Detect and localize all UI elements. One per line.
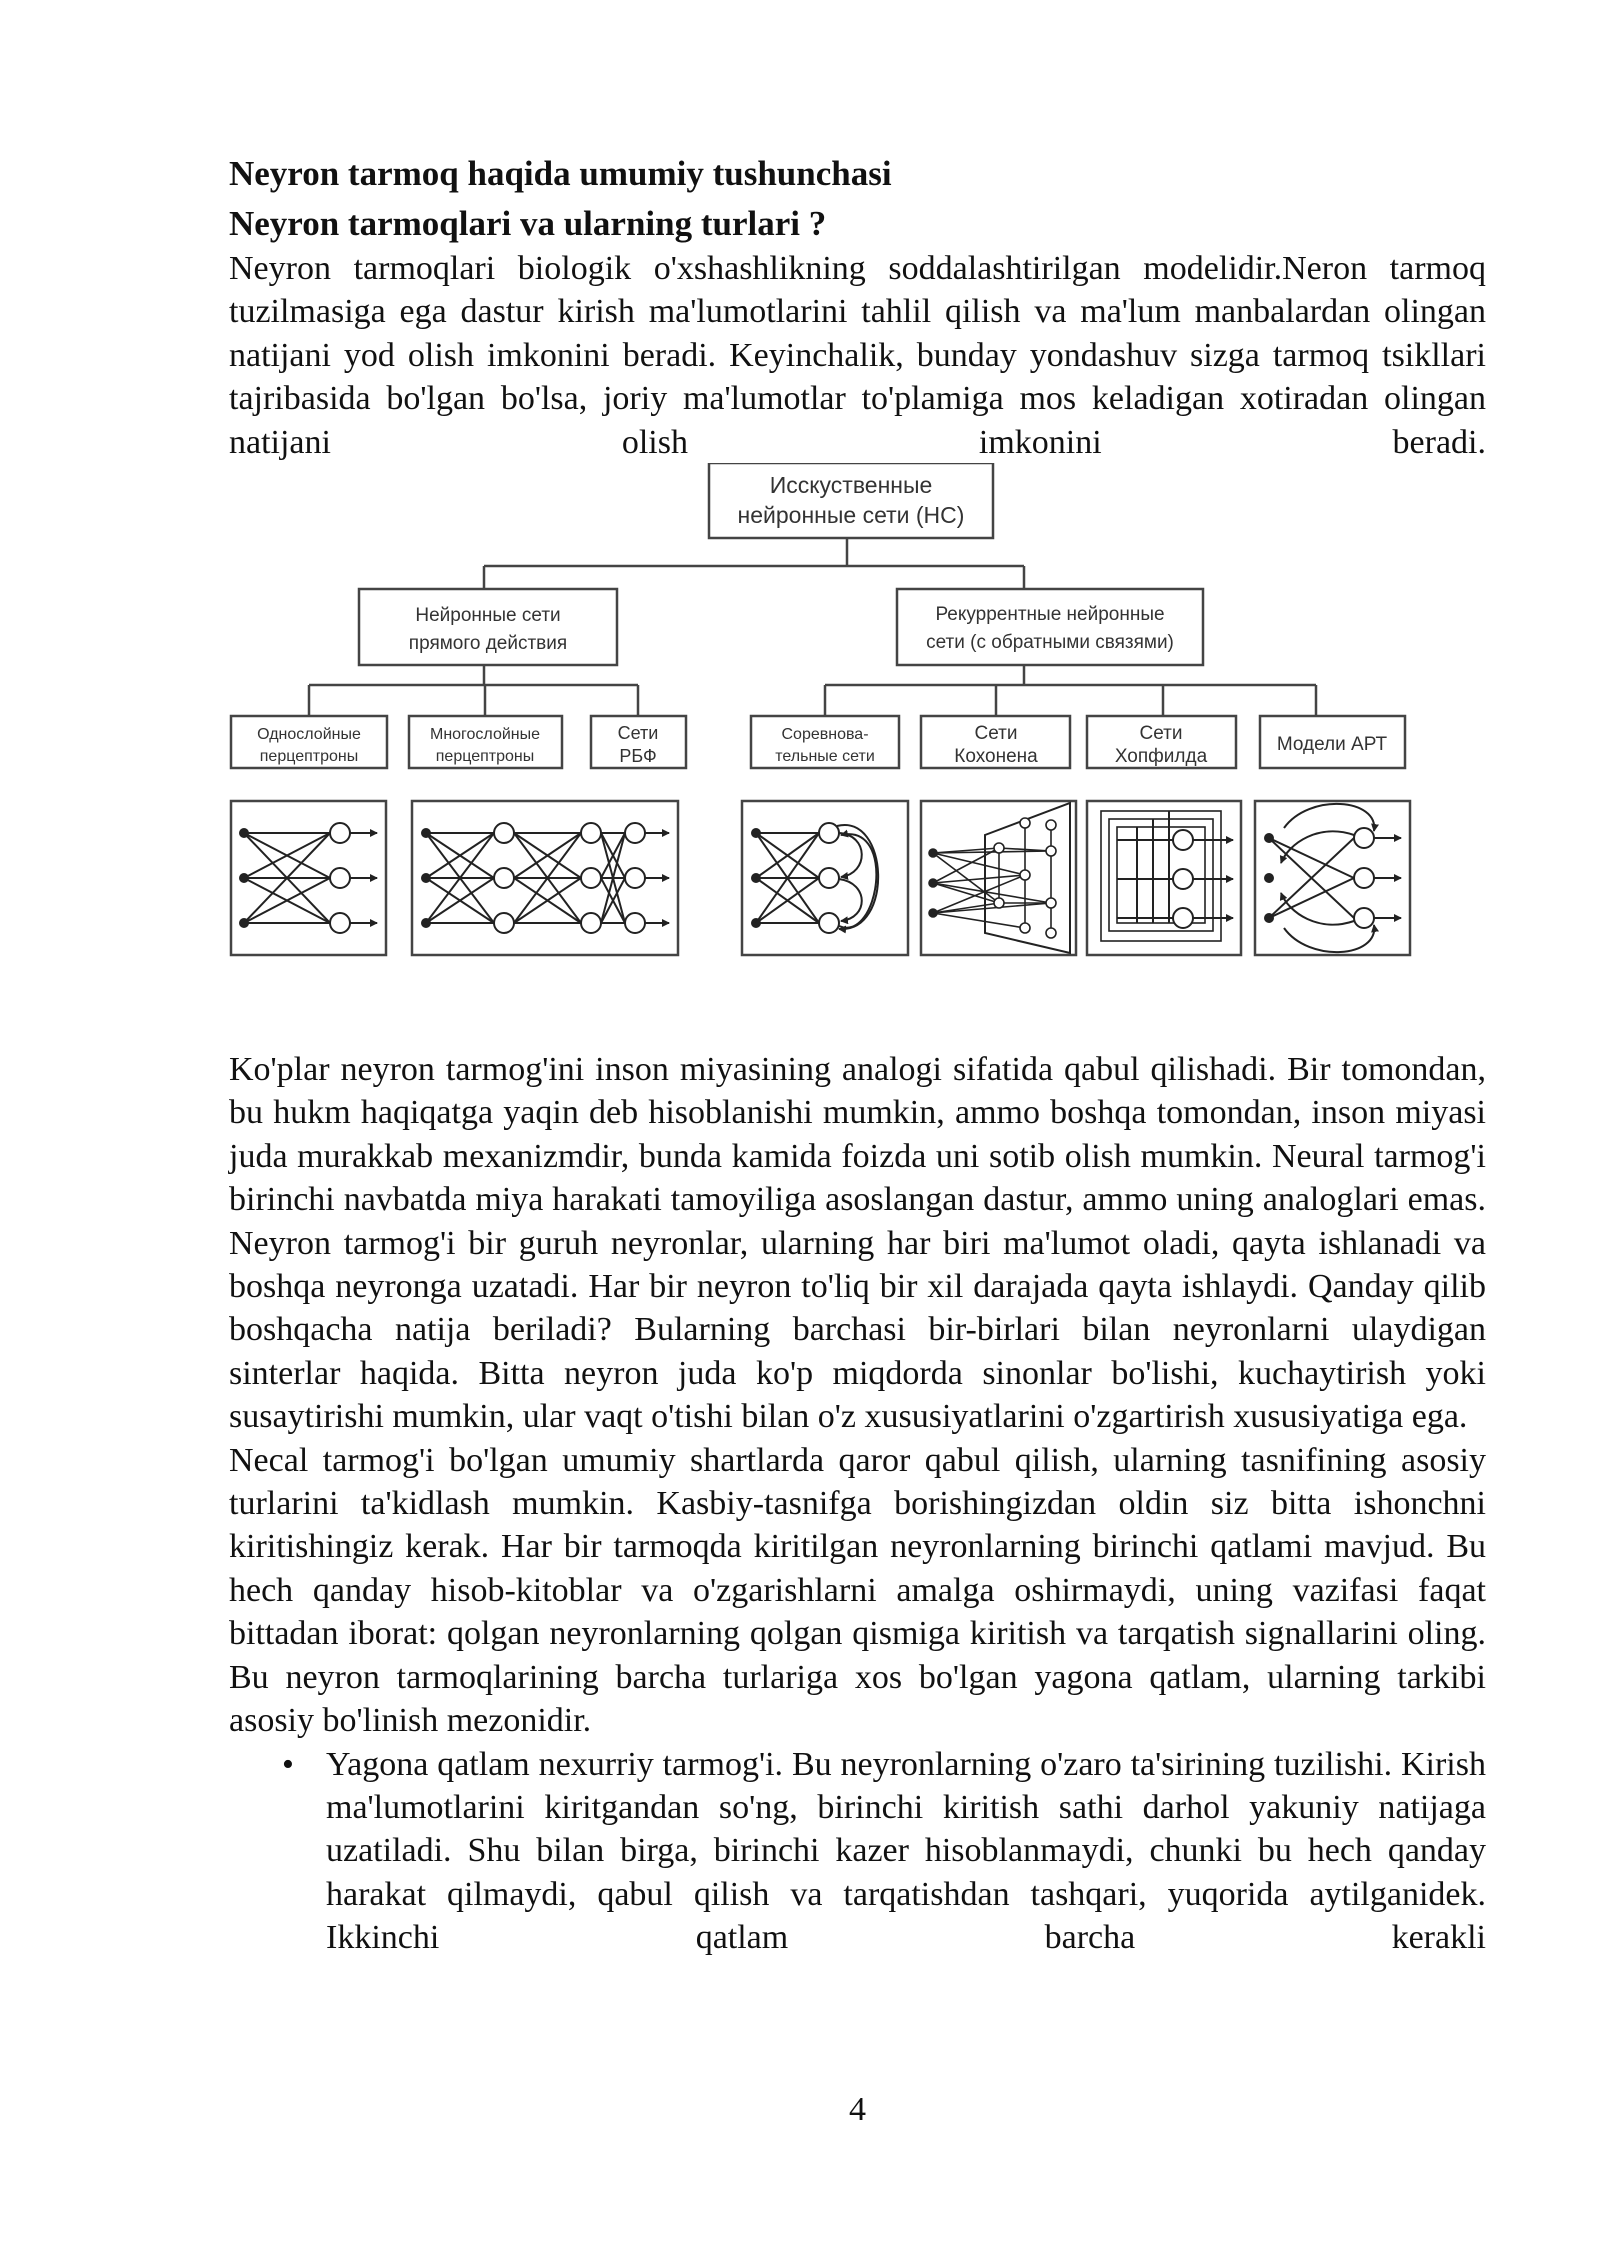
body-paragraph-2: Necal tarmog'i bo'lgan umumiy shartlarda qaror qabul qilish, ularning tasnifining asosiy turlarini ta'kidlash mumkin. Kasbiy-tasnifga borishingizdan oldin siz bitta ishonchni kiritishingiz kerak. Har bir tarmoqda kiritilgan neyronlarning birinchi qatlami mavjud. Bu hech qanday hisob-kitoblar va o'zgarishlarni amalga oshirmaydi, uning vazifasi faqat bittadan iborat: qolgan neyronlarning qolgan qismiga kiritish va tarqatish signallarini oling. Bu neyron tarmoqlarining barcha turlariga xos bo'lgan yagona qatlam, ularning tarkibi asosiy bo'linish mezonidir. [229, 1441, 1486, 1740]
panel-art-model [1255, 801, 1410, 955]
leaf-kohonen [921, 716, 1070, 768]
svg-text:Сети: Сети [617, 723, 659, 743]
svg-text:Однослойные: Однослойные [257, 726, 361, 743]
svg-text:Соревнова-: Соревнова- [781, 726, 869, 743]
feedforward-node-line1: Нейронные сети [415, 605, 561, 626]
heading-network-types: Neyron tarmoqlari va ularning turlari ? [229, 204, 827, 243]
list-item [229, 1743, 1486, 1960]
root-node-line1: Исскуственные [769, 472, 933, 498]
body-paragraph-1: Ko'plar neyron tarmog'ini inson miyasining analogi sifatida qabul qilishadi. Bir tomondan, bu hukm haqiqatga yaqin deb hisoblanishi mumkin, ammo boshqa tomondan, inson miyasi juda murakkab mexanizmdir, bunda kamida foizda uni sotib olish mumkin. Neural tarmog'i birinchi navbatda miya harakati tamoyiliga asoslangan dastur, ammo uning analoglari emas. Neyron tarmog'i bir guruh neyronlar, ularning har biri ma'lumot oladi, qayta ishlanadi va boshqa neyronga uzatadi. Har bir neyron to'liq bir xil darajada qayta ishlaydi. Qanday qilib boshqacha natija beriladi? Bularning barchasi bir-birlari bilan neyronlarni ulaydigan sinterlar haqida. Bitta neyron juda ko'p miqdorda sinonlar bo'lishi, kuchaytirish yoki susaytirishi mumkin, ular vaqt o'tishi bilan o'z xususiyatlarini o'zgartirish xususiyatiga ega. [229, 1051, 1486, 1436]
panel-competitive-network [742, 801, 908, 955]
page-number: 4 [849, 2091, 866, 2128]
panel-kohonen-network [921, 801, 1076, 955]
svg-text:Сети: Сети [1139, 723, 1183, 744]
svg-text:тельные сети: тельные сети [775, 748, 875, 765]
root-node-line2: нейронные сети (НС) [737, 502, 965, 528]
svg-text:Хопфилда: Хопфилда [1114, 746, 1208, 767]
bullet-marker: • [282, 1745, 294, 1783]
panel-hopfield-network [1087, 801, 1241, 955]
leaf-competitive [751, 716, 899, 768]
feedforward-node [359, 589, 617, 665]
panel-multi-layer-perceptron [412, 801, 678, 955]
svg-text:Сети: Сети [974, 723, 1018, 744]
panel-single-layer-perceptron [231, 801, 386, 955]
leaf-hopfield [1087, 716, 1236, 768]
recurrent-node-line1: Рекуррентные нейронные [935, 604, 1165, 625]
svg-text:Многослойные: Многослойные [429, 726, 541, 743]
intro-paragraph: Neyron tarmoqlari biologik o'xshashlikning soddalashtirilgan modelidir.Neron tarmoq tuzilmasiga ega dastur kirish ma'lumotlarini tahlil qilish va ma'lum manbalardan olingan natijani yod olish imkonini beradi. Keyinchalik, bunday yondashuv sizga tarmoq tsikllari tajribasida bo'lgan bo'lsa, joriy ma'lumotlar to'plamiga mos keladigan xotiradan olingan natijani olish imkonini beradi. [229, 250, 1486, 461]
bullet-item-text: Yagona qatlam nexurriy tarmog'i. Bu neyronlarning o'zaro ta'sirining tuzilishi. Kirish ma'lumotlarini kiritgandan so'ng, birinchi kiritish sathi darhol yakuniy natijaga uzatiladi. Shu bilan birga, birinchi kazer hisoblanmaydi, chunki bu hech qanday harakat qilmaydi, qabul qilish va tarqatishdan tashqari, yuqorida aytilganidek. Ikkinchi qatlam barcha kerakli [326, 1745, 1486, 1957]
svg-text:перцептроны: перцептроны [435, 748, 535, 765]
body-text [229, 1048, 1486, 1960]
svg-text:Модели АРТ: Модели АРТ [1276, 734, 1388, 755]
neural-network-classification-diagram [229, 463, 1486, 963]
svg-text:Кохонена: Кохонена [954, 746, 1038, 767]
leaf-rbf [591, 716, 686, 768]
svg-text:перцептроны: перцептроны [259, 748, 359, 765]
leaf-multi-layer [409, 716, 562, 768]
svg-text:РБФ: РБФ [619, 746, 657, 766]
bullet-list [229, 1743, 1486, 1960]
root-node [709, 463, 993, 538]
heading-general-concept: Neyron tarmoq haqida umumiy tushunchasi [229, 154, 892, 193]
leaf-art-models [1260, 716, 1405, 768]
recurrent-node-line2: сети (с обратными связями) [926, 632, 1174, 653]
feedforward-node-line2: прямого действия [408, 633, 568, 654]
recurrent-node [897, 589, 1203, 665]
leaf-single-layer [231, 716, 387, 768]
